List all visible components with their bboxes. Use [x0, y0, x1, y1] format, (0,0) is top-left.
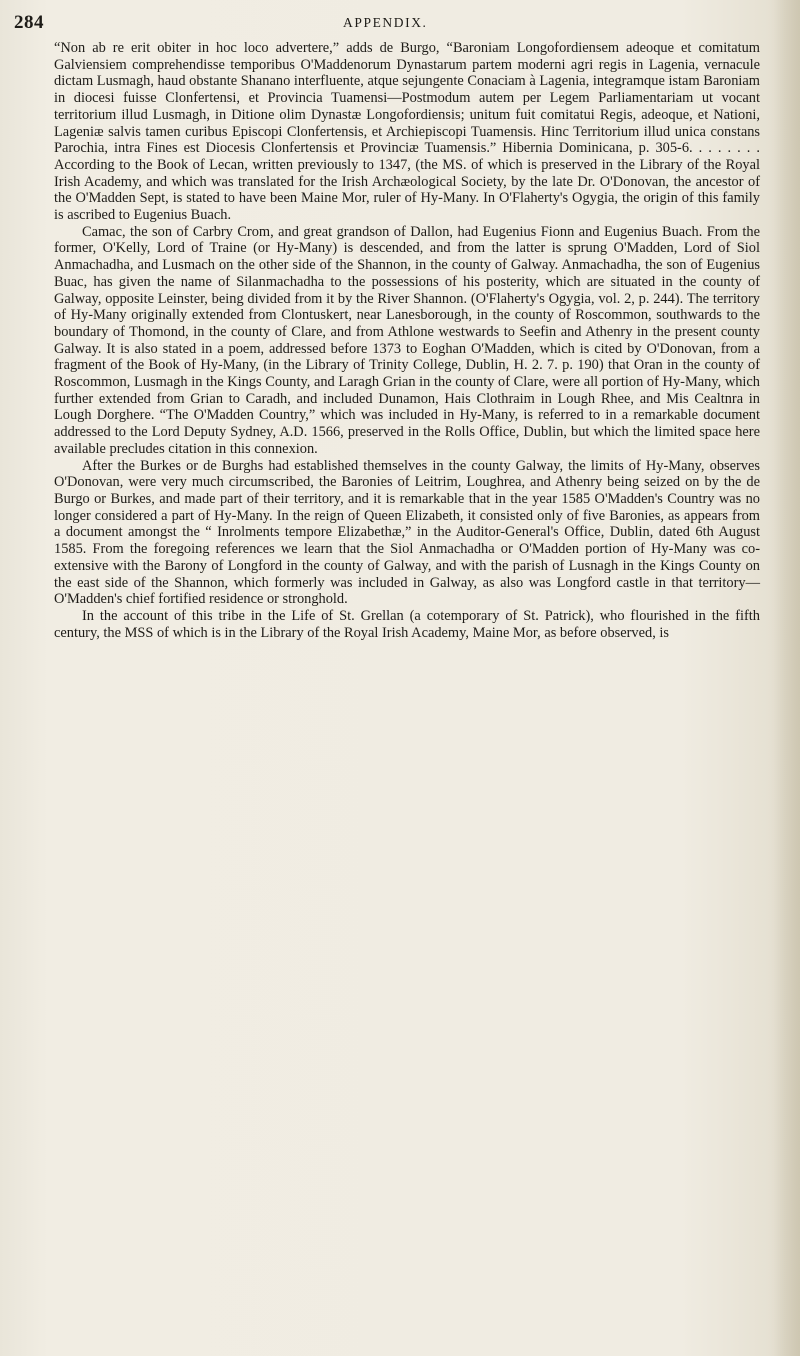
paragraph-4: In the account of this tribe in the Life of St. Grellan (a cotemporary of St. Patrick), who flourished in the fifth century, the MSS of which is in the Library of the Royal Irish Academy, Maine Mor, as before observed, is [54, 607, 760, 641]
paragraph-2: Camac, the son of Carbry Crom, and great grandson of Dallon, had Eugenius Fionn and Eugenius Buach. From the former, O'Kelly, Lord of Traine (or Hy-Many) is descended, and from the latter is sprung O'Madden, Lord of Siol Anmachadha, and Lusmach on the other side of the Shannon, in the county of Galway. Anmachadha, the son of Eugenius Buac, has given the name of Silanmachadha to the possessions of his posterity, which are situated in the county of Galway, opposite Leinster, being divided from it by the River Shannon. (O'Flaherty's Ogygia, vol. 2, p. 244). The territory of Hy-Many originally extended from Clontuskert, near Lanesborough, in the county of Roscommon, southwards to the boundary of Thomond, in the county of Clare, and from Athlone westwards to Seefin and Athenry in the present county Galway. It is also stated in a poem, addressed before 1373 to Eoghan O'Madden, which is cited by O'Donovan, from a fragment of the Book of Hy-Many, (in the Library of Trinity College, Dublin, H. 2. 7. p. 190) that Oran in the county of Roscommon, Lusmagh in the Kings County, and Laragh Grian in the county of Clare, were all portion of Hy-Many, which further extended from Grian to Caradh, and included Dunamon, Hais Clothraim in Lough Rhee, and Mis Cealtnra in Lough Dorghere. “The O'Madden Country,” which was included in Hy-Many, is referred to in a remarkable document addressed to the Lord Deputy Sydney, A.D. 1566, preserved in the Rolls Office, Dublin, but which the limited space here available precludes citation in this connexion. [54, 223, 760, 457]
page-number: 284 [14, 12, 44, 33]
page-edge-shadow [774, 0, 800, 1356]
paragraph-1: “Non ab re erit obiter in hoc loco advertere,” adds de Burgo, “Baroniam Longofordiensem adeoque et comitatum Galviensiem comprehendisse temporibus O'Maddenorum Dynastarum partem moderni agri regis in Lagenia, vernacule dictam Lusmagh, haud obstante Shanano interfluente, atque sejungente Conaciam à Lagenia, integramque istam Baroniam in diocesi fuisse Clonfertensi, et Provincia Tuamensi—Postmodum autem per Legem Parliamentariam ut vocant territorium illud Lusmagh, in Ditione olim Dynastæ Longofordiensis; unitum fuit comitatui Regis, adeoque, et Nationi, Lageniæ salvis tamen curibus Episcopi Clonfertensis, et Archiepiscopi Tuamensis. Hinc Territorium illud unica constans Parochia, intra Fines est Diocesis Clonfertensis et Provinciæ Tuamensis.” Hibernia Dominicana, p. 305-6. . . . . . . . According to the Book of Lecan, written previously to 1347, (the MS. of which is preserved in the Library of the Royal Irish Academy, and which was translated for the Irish Archæological Society, by the late Dr. O'Donovan, the ancestor of the O'Madden Sept, is stated to have been Maine Mor, ruler of Hy-Many. In O'Flaherty's Ogygia, the origin of this family is ascribed to Eugenius Buach. [54, 40, 760, 224]
body-text [54, 40, 760, 641]
paragraph-3: After the Burkes or de Burghs had established themselves in the county Galway, the limits of Hy-Many, observes O'Donovan, were very much circumscribed, the Baronies of Leitrim, Loughrea, and Athenry being seized on by the de Burgo or Burkes, and made part of their territory, and it is remarkable that in the year 1585 O'Madden's Country was no longer considered a part of Hy-Many. In the reign of Queen Elizabeth, it consisted only of five Baronies, as appears from a document amongst the “ Inrolments tempore Elizabethæ,” in the Auditor-General's Office, Dublin, dated 6th August 1585. From the foregoing references we learn that the Siol Anmachadha or O'Madden portion of Hy-Many was co-extensive with the Barony of Longford in the county of Galway, and with the parish of Lusnagh in the Kings County on the east side of the Shannon, which formerly was included in Galway, as also was Longford castle in that territory—O'Madden's chief fortified residence or stronghold. [54, 457, 760, 608]
running-head: APPENDIX. [343, 15, 428, 30]
